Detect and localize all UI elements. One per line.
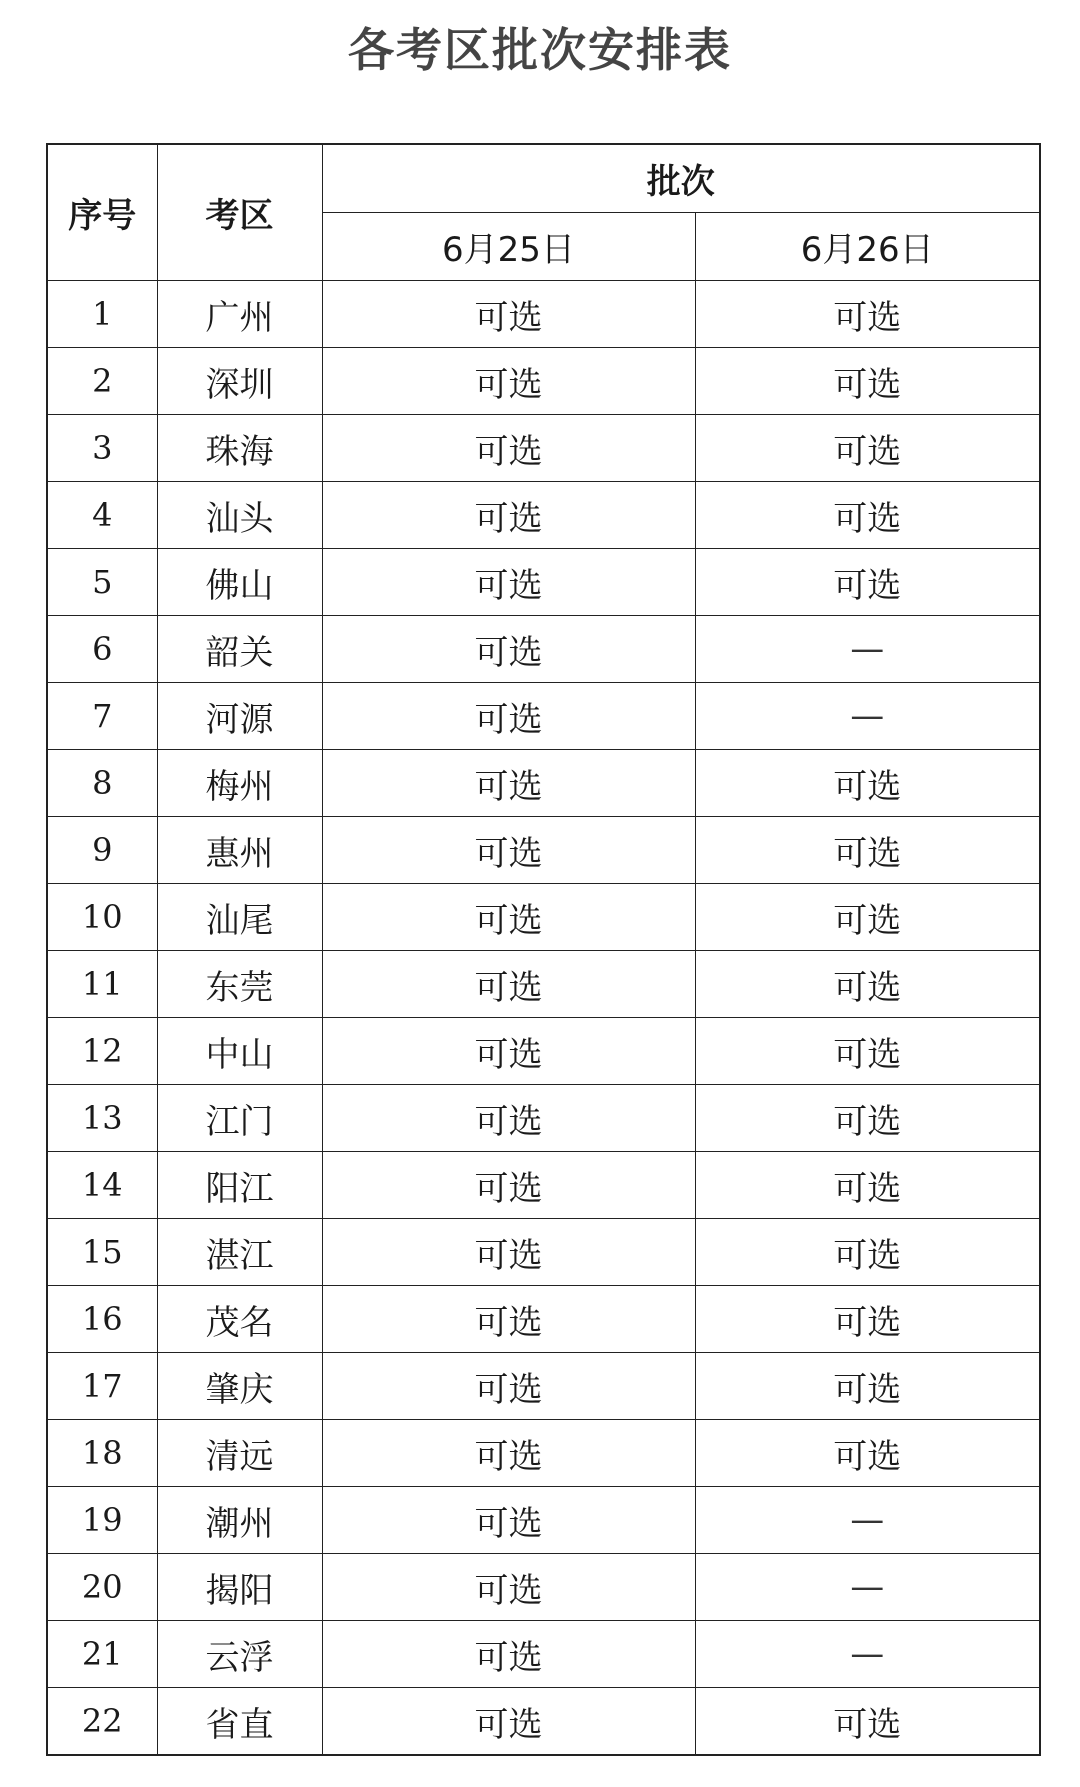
table-row bbox=[47, 1353, 1040, 1420]
cell-area: 汕头 bbox=[157, 482, 322, 549]
cell-area: 广州 bbox=[157, 281, 322, 348]
header-date-june26: 6月26日 bbox=[695, 213, 1040, 281]
cell-area: 揭阳 bbox=[157, 1554, 322, 1621]
cell-area: 深圳 bbox=[157, 348, 322, 415]
cell-june25: 可选 bbox=[322, 1353, 695, 1420]
cell-june26: — bbox=[695, 683, 1040, 750]
table-row bbox=[47, 884, 1040, 951]
cell-seq: 11 bbox=[47, 951, 157, 1018]
cell-area: 省直 bbox=[157, 1688, 322, 1756]
table-row bbox=[47, 817, 1040, 884]
table-row bbox=[47, 1152, 1040, 1219]
cell-june26: — bbox=[695, 1621, 1040, 1688]
cell-june25: 可选 bbox=[322, 1621, 695, 1688]
table-row bbox=[47, 415, 1040, 482]
table-row bbox=[47, 1420, 1040, 1487]
cell-area: 东莞 bbox=[157, 951, 322, 1018]
cell-june25: 可选 bbox=[322, 549, 695, 616]
cell-june26: 可选 bbox=[695, 482, 1040, 549]
table-row bbox=[47, 616, 1040, 683]
table-row bbox=[47, 1487, 1040, 1554]
cell-area: 云浮 bbox=[157, 1621, 322, 1688]
cell-june25: 可选 bbox=[322, 884, 695, 951]
cell-seq: 22 bbox=[47, 1688, 157, 1756]
cell-area: 潮州 bbox=[157, 1487, 322, 1554]
cell-area: 江门 bbox=[157, 1085, 322, 1152]
cell-june25: 可选 bbox=[322, 1152, 695, 1219]
cell-june26: 可选 bbox=[695, 1152, 1040, 1219]
cell-june26: 可选 bbox=[695, 951, 1040, 1018]
table-row bbox=[47, 281, 1040, 348]
table-row bbox=[47, 683, 1040, 750]
cell-june25: 可选 bbox=[322, 1219, 695, 1286]
cell-area: 中山 bbox=[157, 1018, 322, 1085]
cell-seq: 14 bbox=[47, 1152, 157, 1219]
cell-area: 汕尾 bbox=[157, 884, 322, 951]
cell-seq: 4 bbox=[47, 482, 157, 549]
cell-june25: 可选 bbox=[322, 951, 695, 1018]
cell-area: 佛山 bbox=[157, 549, 322, 616]
cell-june26: 可选 bbox=[695, 884, 1040, 951]
cell-seq: 9 bbox=[47, 817, 157, 884]
cell-seq: 20 bbox=[47, 1554, 157, 1621]
cell-seq: 5 bbox=[47, 549, 157, 616]
cell-seq: 17 bbox=[47, 1353, 157, 1420]
table-row bbox=[47, 1286, 1040, 1353]
cell-seq: 16 bbox=[47, 1286, 157, 1353]
cell-seq: 7 bbox=[47, 683, 157, 750]
table-row bbox=[47, 1621, 1040, 1688]
cell-june26: 可选 bbox=[695, 1286, 1040, 1353]
table-row bbox=[47, 1085, 1040, 1152]
cell-june25: 可选 bbox=[322, 683, 695, 750]
cell-june26: 可选 bbox=[695, 281, 1040, 348]
cell-june26: 可选 bbox=[695, 549, 1040, 616]
cell-seq: 8 bbox=[47, 750, 157, 817]
cell-area: 珠海 bbox=[157, 415, 322, 482]
table-body bbox=[47, 281, 1040, 1756]
cell-june25: 可选 bbox=[322, 1420, 695, 1487]
cell-seq: 15 bbox=[47, 1219, 157, 1286]
cell-june25: 可选 bbox=[322, 348, 695, 415]
table-row bbox=[47, 482, 1040, 549]
cell-seq: 18 bbox=[47, 1420, 157, 1487]
cell-area: 梅州 bbox=[157, 750, 322, 817]
cell-june25: 可选 bbox=[322, 1018, 695, 1085]
cell-seq: 2 bbox=[47, 348, 157, 415]
cell-area: 阳江 bbox=[157, 1152, 322, 1219]
cell-area: 肇庆 bbox=[157, 1353, 322, 1420]
cell-area: 韶关 bbox=[157, 616, 322, 683]
header-area: 考区 bbox=[157, 144, 322, 281]
cell-june25: 可选 bbox=[322, 415, 695, 482]
table-row bbox=[47, 1219, 1040, 1286]
header-date-june25: 6月25日 bbox=[322, 213, 695, 281]
cell-june26: 可选 bbox=[695, 1688, 1040, 1756]
cell-june25: 可选 bbox=[322, 1487, 695, 1554]
cell-seq: 21 bbox=[47, 1621, 157, 1688]
cell-june26: 可选 bbox=[695, 1018, 1040, 1085]
page-title: 各考区批次安排表 bbox=[348, 23, 732, 77]
cell-seq: 12 bbox=[47, 1018, 157, 1085]
table-row bbox=[47, 549, 1040, 616]
cell-seq: 1 bbox=[47, 281, 157, 348]
cell-june25: 可选 bbox=[322, 1688, 695, 1756]
table-row bbox=[47, 348, 1040, 415]
table-header bbox=[47, 144, 1040, 281]
cell-june26: 可选 bbox=[695, 750, 1040, 817]
cell-june25: 可选 bbox=[322, 281, 695, 348]
header-seq: 序号 bbox=[47, 144, 157, 281]
cell-area: 茂名 bbox=[157, 1286, 322, 1353]
table-row bbox=[47, 1554, 1040, 1621]
cell-june26: — bbox=[695, 1554, 1040, 1621]
cell-seq: 13 bbox=[47, 1085, 157, 1152]
table-row bbox=[47, 1018, 1040, 1085]
cell-area: 清远 bbox=[157, 1420, 322, 1487]
cell-seq: 6 bbox=[47, 616, 157, 683]
cell-seq: 10 bbox=[47, 884, 157, 951]
cell-june25: 可选 bbox=[322, 1554, 695, 1621]
cell-area: 湛江 bbox=[157, 1219, 322, 1286]
table-row bbox=[47, 951, 1040, 1018]
cell-seq: 19 bbox=[47, 1487, 157, 1554]
cell-area: 河源 bbox=[157, 683, 322, 750]
cell-june25: 可选 bbox=[322, 817, 695, 884]
cell-june25: 可选 bbox=[322, 1085, 695, 1152]
table-row bbox=[47, 1688, 1040, 1756]
cell-june25: 可选 bbox=[322, 482, 695, 549]
cell-june26: 可选 bbox=[695, 348, 1040, 415]
cell-area: 惠州 bbox=[157, 817, 322, 884]
cell-june25: 可选 bbox=[322, 1286, 695, 1353]
cell-june26: — bbox=[695, 616, 1040, 683]
cell-june26: 可选 bbox=[695, 1420, 1040, 1487]
cell-seq: 3 bbox=[47, 415, 157, 482]
cell-june26: 可选 bbox=[695, 1219, 1040, 1286]
table-row bbox=[47, 750, 1040, 817]
cell-june26: — bbox=[695, 1487, 1040, 1554]
cell-june26: 可选 bbox=[695, 1353, 1040, 1420]
cell-june26: 可选 bbox=[695, 1085, 1040, 1152]
header-batch: 批次 bbox=[322, 144, 1040, 213]
cell-june25: 可选 bbox=[322, 616, 695, 683]
batch-schedule-table bbox=[46, 143, 1041, 1756]
cell-june25: 可选 bbox=[322, 750, 695, 817]
cell-june26: 可选 bbox=[695, 415, 1040, 482]
cell-june26: 可选 bbox=[695, 817, 1040, 884]
